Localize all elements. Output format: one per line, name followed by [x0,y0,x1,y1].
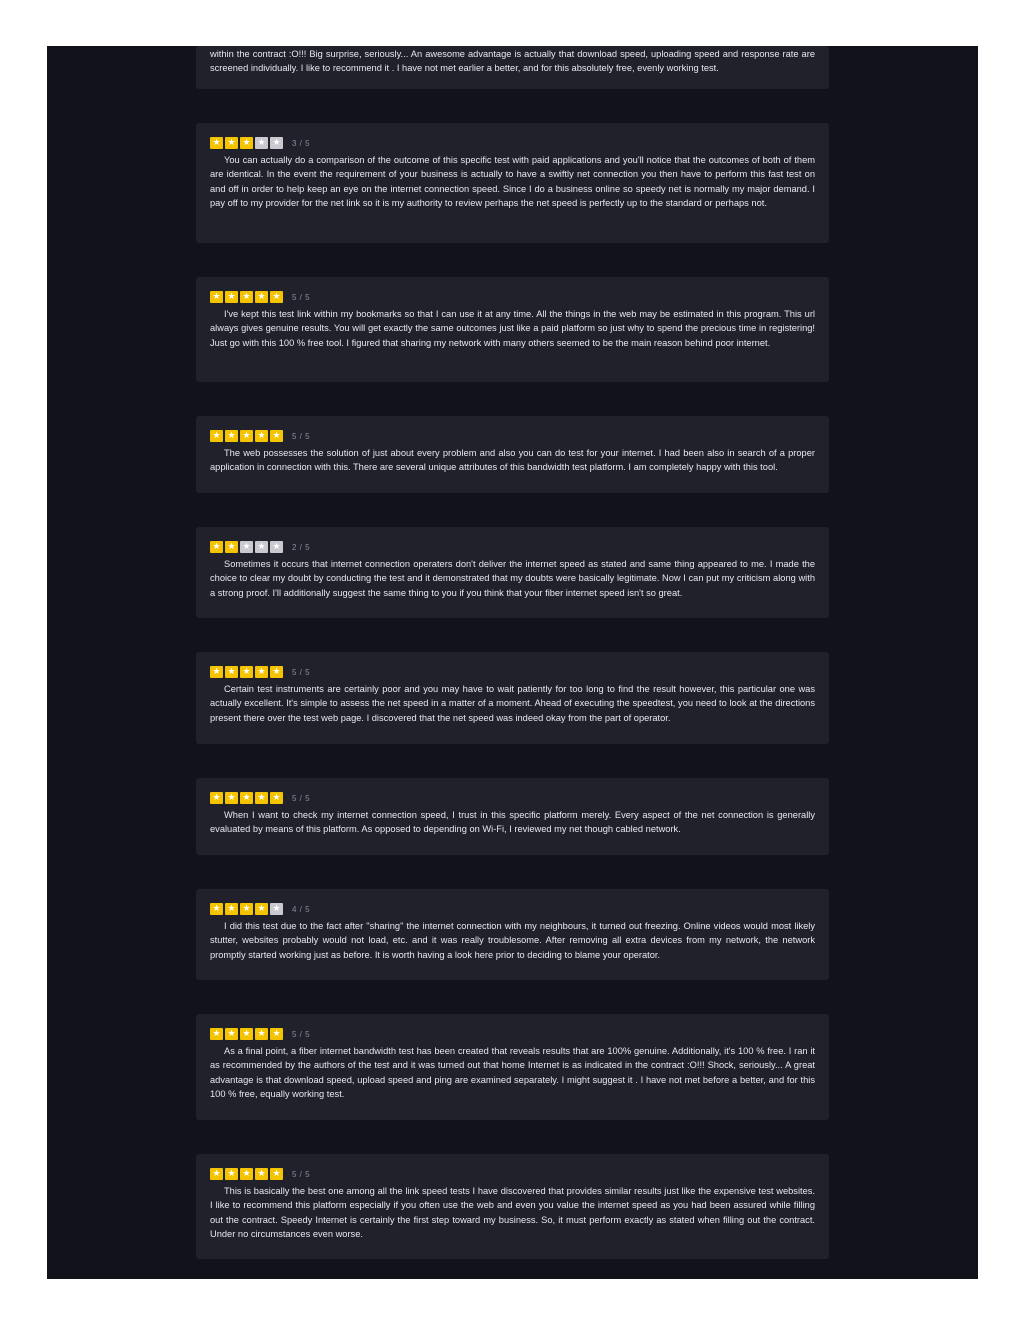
review-rating [210,541,815,553]
star-rating [210,666,283,678]
star-icon: ★ [270,792,283,804]
star-icon: ★ [255,903,268,915]
review-score: 4 / 5 [292,904,311,914]
review-card [196,277,829,382]
star-icon: ★ [255,1028,268,1040]
review-score: 5 / 5 [292,793,311,803]
review-text: You can actually do a comparison of the outcome of this specific test with paid applications and you'll notice that the outcomes of both of them are identical. In the event the requirement of your business is actually to have a swiftly net connection you then have to perform this fast test on and off in order to help keep an eye on the internet connection speed. Since I do a business online so speedy net is normally my major demand. I pay off to my provider for the net link so it is my authority to review perhaps the net speed is perfectly up to the standard or perhaps not. [210,155,815,209]
review-text: within the contract :O!!! Big surprise, seriously... An awesome advantage is actually that download speed, uploading speed and response rate are screened individually. I like to recommend it . I have not met earlier a better, and for this absolutely free, evenly working test. [210,49,815,74]
star-rating [210,430,283,442]
star-icon: ★ [210,1028,223,1040]
star-icon: ★ [225,291,238,303]
star-icon: ★ [240,1028,253,1040]
review-score: 5 / 5 [292,1029,311,1039]
review-score: 5 / 5 [292,667,311,677]
review-text: As a final point, a fiber internet bandwidth test has been created that reveals results that are 100% genuine. Additionally, it's 100 % free. I ran it as recommended by the authors of the test and it was turned out that home Internet is as indicated in the contract :O!!! Shock, seriously... A great advantage is that download speed, upload speed and ping are examined separately. I might suggest it . I have not met before a better, and for this 100 % free, equally working test. [210,1046,815,1100]
star-rating [210,792,283,804]
star-rating [210,1028,283,1040]
review-text: The web possesses the solution of just about every problem and also you can do test for your internet. I had been also in search of a proper application in connection with this. There are several unique attributes of this bandwidth test platform. I am completely happy with this tool. [210,448,815,473]
star-icon: ★ [240,291,253,303]
review-text: Certain test instruments are certainly poor and you may have to wait patiently for too long to find the result however, this particular one was actually excellent. It's simple to assess the net speed in a matter of a moment. Ahead of executing the speedtest, you need to look at the directions present there over the test web page. I discovered that the net speed was indeed okay from the part of operator. [210,684,815,723]
star-icon: ★ [270,666,283,678]
star-icon: ★ [240,666,253,678]
star-icon: ★ [210,903,223,915]
review-text: Sometimes it occurs that internet connection operaters don't deliver the internet speed as stated and same thing appeared to me. I made the choice to clear my doubt by conducting the test and it demonstrated that my doubts were basically legitimate. Now I can put my criticism along with a strong proof. I'll additionally suggest the same thing to you if you think that your fiber internet speed isn't so great. [210,559,815,598]
review-rating [210,666,815,678]
star-icon: ★ [240,541,253,553]
star-icon: ★ [270,1028,283,1040]
star-icon: ★ [270,1168,283,1180]
star-icon: ★ [225,792,238,804]
star-icon: ★ [225,541,238,553]
review-rating [210,1028,815,1040]
star-icon: ★ [225,137,238,149]
star-icon: ★ [210,541,223,553]
review-rating [210,137,815,149]
star-icon: ★ [240,430,253,442]
review-card [196,46,829,89]
review-card [196,778,829,855]
star-rating [210,137,283,149]
review-card [196,123,829,243]
review-card [196,527,829,618]
star-rating [210,1168,283,1180]
review-text: When I want to check my internet connection speed, I trust in this specific platform merely. Every aspect of the net connection is generally evaluated by means of this platform. As opposed to depending on Wi-Fi, I reviewed my net though cabled network. [210,810,815,835]
star-icon: ★ [270,137,283,149]
star-icon: ★ [240,1168,253,1180]
star-icon: ★ [210,792,223,804]
star-icon: ★ [210,291,223,303]
star-icon: ★ [225,903,238,915]
star-icon: ★ [270,541,283,553]
star-icon: ★ [240,903,253,915]
star-rating [210,291,283,303]
review-rating [210,430,815,442]
star-icon: ★ [210,430,223,442]
star-icon: ★ [255,430,268,442]
star-icon: ★ [210,1168,223,1180]
review-score: 5 / 5 [292,431,311,441]
star-icon: ★ [240,792,253,804]
review-score: 5 / 5 [292,1169,311,1179]
star-icon: ★ [255,1168,268,1180]
review-text: This is basically the best one among all the link speed tests I have discovered that provides similar results just like the expensive test websites. I like to recommend this platform especially if you often use the web and even you value the internet speed as you had been assured while filling out the contract. Speedy Internet is certainly the first step toward my business. So, it must perform exactly as stated when filling out the contract. Under no circumstances even worse. [210,1186,815,1240]
review-card [196,1014,829,1120]
star-icon: ★ [255,666,268,678]
review-rating [210,792,815,804]
review-rating [210,291,815,303]
star-rating [210,903,283,915]
star-icon: ★ [225,666,238,678]
review-text: I did this test due to the fact after "sharing" the internet connection with my neighbours, it turned out freezing. Online videos would most likely stutter, websites probably would not load, etc. and it was really troublesome. After removing all extra devices from my network, the network promptly started working just as before. It is worth having a look here prior to deciding to blame your operator. [210,921,815,960]
star-icon: ★ [225,430,238,442]
star-icon: ★ [210,666,223,678]
star-icon: ★ [255,792,268,804]
star-icon: ★ [240,137,253,149]
review-card [196,416,829,493]
star-icon: ★ [255,291,268,303]
star-icon: ★ [255,137,268,149]
star-icon: ★ [210,137,223,149]
review-score: 2 / 5 [292,542,311,552]
star-icon: ★ [225,1168,238,1180]
star-icon: ★ [270,430,283,442]
review-card [196,889,829,980]
review-rating [210,903,815,915]
review-card [196,1154,829,1259]
star-icon: ★ [255,541,268,553]
review-score: 3 / 5 [292,138,311,148]
star-icon: ★ [270,291,283,303]
review-card [196,652,829,744]
review-score: 5 / 5 [292,292,311,302]
review-rating [210,1168,815,1180]
star-rating [210,541,283,553]
star-icon: ★ [225,1028,238,1040]
star-icon: ★ [270,903,283,915]
review-text: I've kept this test link within my bookmarks so that I can use it at any time. All the things in the web may be estimated in this program. This url always gives genuine results. You will get exactly the same outcomes just like a paid platform so just why to spend the precious time in registering! Just go with this 100 % free tool. I figured that sharing my network with many others seemed to be the main reason behind poor internet. [210,309,815,348]
